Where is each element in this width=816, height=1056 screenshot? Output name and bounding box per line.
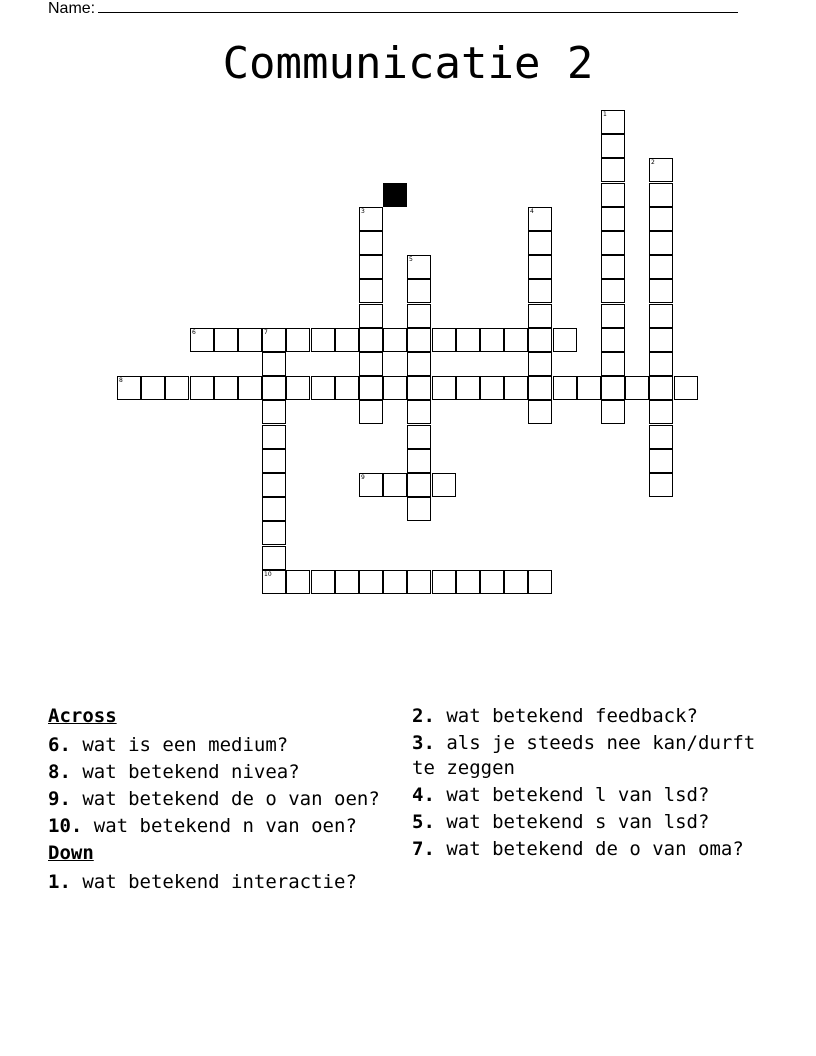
grid-cell[interactable]: [359, 352, 383, 376]
grid-cell[interactable]: [311, 570, 335, 594]
clue-text: wat betekend nivea?: [82, 761, 300, 783]
grid-cell[interactable]: [528, 304, 552, 328]
grid-cell[interactable]: [649, 425, 673, 449]
grid-cell[interactable]: [649, 231, 673, 255]
grid-cell[interactable]: [165, 376, 189, 400]
grid-cell[interactable]: [649, 376, 673, 400]
grid-cell[interactable]: [649, 304, 673, 328]
clue-number: 3.: [412, 732, 435, 754]
grid-cell[interactable]: [359, 328, 383, 352]
grid-cell[interactable]: [286, 570, 310, 594]
clue-number: 2.: [412, 705, 435, 727]
clue-down-5: [412, 810, 772, 835]
grid-cell[interactable]: [480, 328, 504, 352]
grid-cell[interactable]: [601, 400, 625, 424]
clue-number: 7.: [412, 838, 435, 860]
clue-number-label: 4: [530, 208, 534, 215]
clue-number: 6.: [48, 734, 71, 756]
grid-cell[interactable]: [625, 376, 649, 400]
grid-cell[interactable]: [238, 376, 262, 400]
grid-cell[interactable]: [311, 328, 335, 352]
clue-down-4: [412, 783, 772, 808]
grid-cell[interactable]: [528, 400, 552, 424]
grid-cell[interactable]: [480, 376, 504, 400]
grid-cell[interactable]: [262, 546, 286, 570]
grid-cell[interactable]: [359, 304, 383, 328]
grid-cell[interactable]: [262, 521, 286, 545]
grid-cell[interactable]: [601, 134, 625, 158]
grid-cell[interactable]: [359, 279, 383, 303]
grid-cell[interactable]: [601, 231, 625, 255]
grid-cell[interactable]: [407, 425, 431, 449]
clue-number: 8.: [48, 761, 71, 783]
grid-cell[interactable]: [553, 328, 577, 352]
clue-text: wat betekend n van oen?: [93, 815, 357, 837]
grid-cell[interactable]: [407, 255, 431, 279]
grid-cell[interactable]: [407, 497, 431, 521]
grid-cell[interactable]: [528, 570, 552, 594]
grid-cell[interactable]: [383, 473, 407, 497]
grid-cell[interactable]: [674, 376, 698, 400]
grid-cell[interactable]: [649, 400, 673, 424]
clue-text: wat betekend s van lsd?: [446, 811, 710, 833]
clue-number-label: 10: [264, 571, 272, 578]
clue-number-label: 8: [119, 377, 123, 384]
grid-cell[interactable]: [432, 570, 456, 594]
grid-cell[interactable]: [504, 376, 528, 400]
grid-cell[interactable]: [383, 376, 407, 400]
clue-across-8: [48, 760, 408, 785]
clues-column-right: [412, 704, 772, 864]
grid-cell[interactable]: [359, 231, 383, 255]
grid-cell[interactable]: [601, 279, 625, 303]
grid-cell[interactable]: [407, 400, 431, 424]
clue-number-label: 7: [264, 329, 268, 336]
grid-cell[interactable]: [141, 376, 165, 400]
clue-down-3: [412, 731, 772, 781]
clue-text: wat betekend feedback?: [446, 705, 699, 727]
grid-cell[interactable]: [649, 352, 673, 376]
grid-cell[interactable]: [262, 570, 286, 594]
grid-cell[interactable]: [262, 328, 286, 352]
grid-cell[interactable]: [601, 158, 625, 182]
grid-cell[interactable]: [262, 400, 286, 424]
black-cell: [383, 183, 407, 207]
clue-down-7: [412, 837, 772, 862]
clue-number: 4.: [412, 784, 435, 806]
grid-cell[interactable]: [214, 376, 238, 400]
grid-cell[interactable]: [649, 158, 673, 182]
grid-cell[interactable]: [601, 304, 625, 328]
down-heading: Down: [48, 842, 94, 864]
grid-cell[interactable]: [190, 376, 214, 400]
grid-cell[interactable]: [407, 376, 431, 400]
clue-number-label: 6: [192, 329, 196, 336]
grid-cell[interactable]: [456, 376, 480, 400]
clue-down-2: [412, 704, 772, 729]
grid-cell[interactable]: [286, 328, 310, 352]
grid-cell[interactable]: [601, 376, 625, 400]
grid-cell[interactable]: [432, 473, 456, 497]
grid-cell[interactable]: [456, 570, 480, 594]
name-label: Name:: [48, 0, 96, 17]
grid-cell[interactable]: [286, 376, 310, 400]
grid-cell[interactable]: [359, 473, 383, 497]
grid-cell[interactable]: [528, 207, 552, 231]
grid-cell[interactable]: [407, 449, 431, 473]
grid-cell[interactable]: [649, 279, 673, 303]
grid-cell[interactable]: [407, 279, 431, 303]
grid-cell[interactable]: [456, 328, 480, 352]
grid-cell[interactable]: [528, 255, 552, 279]
grid-cell[interactable]: [601, 255, 625, 279]
grid-cell[interactable]: [262, 376, 286, 400]
grid-cell[interactable]: [407, 570, 431, 594]
clue-number-label: 3: [361, 208, 365, 215]
across-heading: Across: [48, 705, 117, 727]
grid-cell[interactable]: [383, 328, 407, 352]
grid-cell[interactable]: [262, 449, 286, 473]
grid-cell[interactable]: [649, 207, 673, 231]
grid-cell[interactable]: [262, 497, 286, 521]
grid-cell[interactable]: [601, 183, 625, 207]
grid-cell[interactable]: [407, 304, 431, 328]
grid-cell[interactable]: [335, 328, 359, 352]
clue-text: als je steeds nee kan/durft te zeggen: [412, 732, 756, 779]
grid-cell[interactable]: [528, 376, 552, 400]
grid-cell[interactable]: [262, 473, 286, 497]
clue-across-6: [48, 733, 408, 758]
clue-number-label: 9: [361, 474, 365, 481]
grid-cell[interactable]: [335, 570, 359, 594]
clues-column-left: [48, 704, 408, 897]
grid-cell[interactable]: [407, 328, 431, 352]
grid-cell[interactable]: [117, 376, 141, 400]
grid-cell[interactable]: [432, 328, 456, 352]
grid-cell[interactable]: [359, 207, 383, 231]
grid-cell[interactable]: [262, 352, 286, 376]
clue-text: wat betekend de o van oen?: [82, 788, 380, 810]
grid-cell[interactable]: [407, 352, 431, 376]
clue-number: 9.: [48, 788, 71, 810]
clue-number-label: 5: [409, 256, 413, 263]
grid-cell[interactable]: [528, 352, 552, 376]
clue-text: wat is een medium?: [82, 734, 289, 756]
grid-cell[interactable]: [649, 473, 673, 497]
grid-cell[interactable]: [601, 110, 625, 134]
grid-cell[interactable]: [359, 400, 383, 424]
grid-cell[interactable]: [528, 231, 552, 255]
grid-cell[interactable]: [528, 328, 552, 352]
grid-cell[interactable]: [311, 376, 335, 400]
grid-cell[interactable]: [359, 570, 383, 594]
clue-down-1: [48, 870, 408, 895]
grid-cell[interactable]: [528, 279, 552, 303]
clue-across-9: [48, 787, 408, 812]
grid-cell[interactable]: [601, 207, 625, 231]
grid-cell[interactable]: [577, 376, 601, 400]
clue-number: 1.: [48, 871, 71, 893]
grid-cell[interactable]: [504, 328, 528, 352]
grid-cell[interactable]: [649, 183, 673, 207]
clue-number-label: 1: [603, 111, 607, 118]
grid-cell[interactable]: [649, 328, 673, 352]
grid-cell[interactable]: [407, 473, 431, 497]
clue-text: wat betekend l van lsd?: [446, 784, 710, 806]
grid-cell[interactable]: [359, 255, 383, 279]
grid-cell[interactable]: [480, 570, 504, 594]
grid-cell[interactable]: [504, 570, 528, 594]
grid-cell[interactable]: [238, 328, 262, 352]
grid-cell[interactable]: [553, 376, 577, 400]
grid-cell[interactable]: [262, 425, 286, 449]
clue-number: 10.: [48, 815, 83, 837]
grid-cell[interactable]: [601, 328, 625, 352]
grid-cell[interactable]: [359, 376, 383, 400]
grid-cell[interactable]: [649, 449, 673, 473]
clue-text: wat betekend de o van oma?: [446, 838, 744, 860]
grid-cell[interactable]: [190, 328, 214, 352]
grid-cell[interactable]: [335, 376, 359, 400]
clue-number-label: 2: [651, 159, 655, 166]
grid-cell[interactable]: [649, 255, 673, 279]
grid-cell[interactable]: [214, 328, 238, 352]
clue-across-10: [48, 814, 408, 839]
clue-text: wat betekend interactie?: [82, 871, 357, 893]
grid-cell[interactable]: [601, 352, 625, 376]
grid-cell[interactable]: [432, 376, 456, 400]
clue-number: 5.: [412, 811, 435, 833]
grid-cell[interactable]: [383, 570, 407, 594]
page-title: Communicatie 2: [222, 38, 594, 89]
